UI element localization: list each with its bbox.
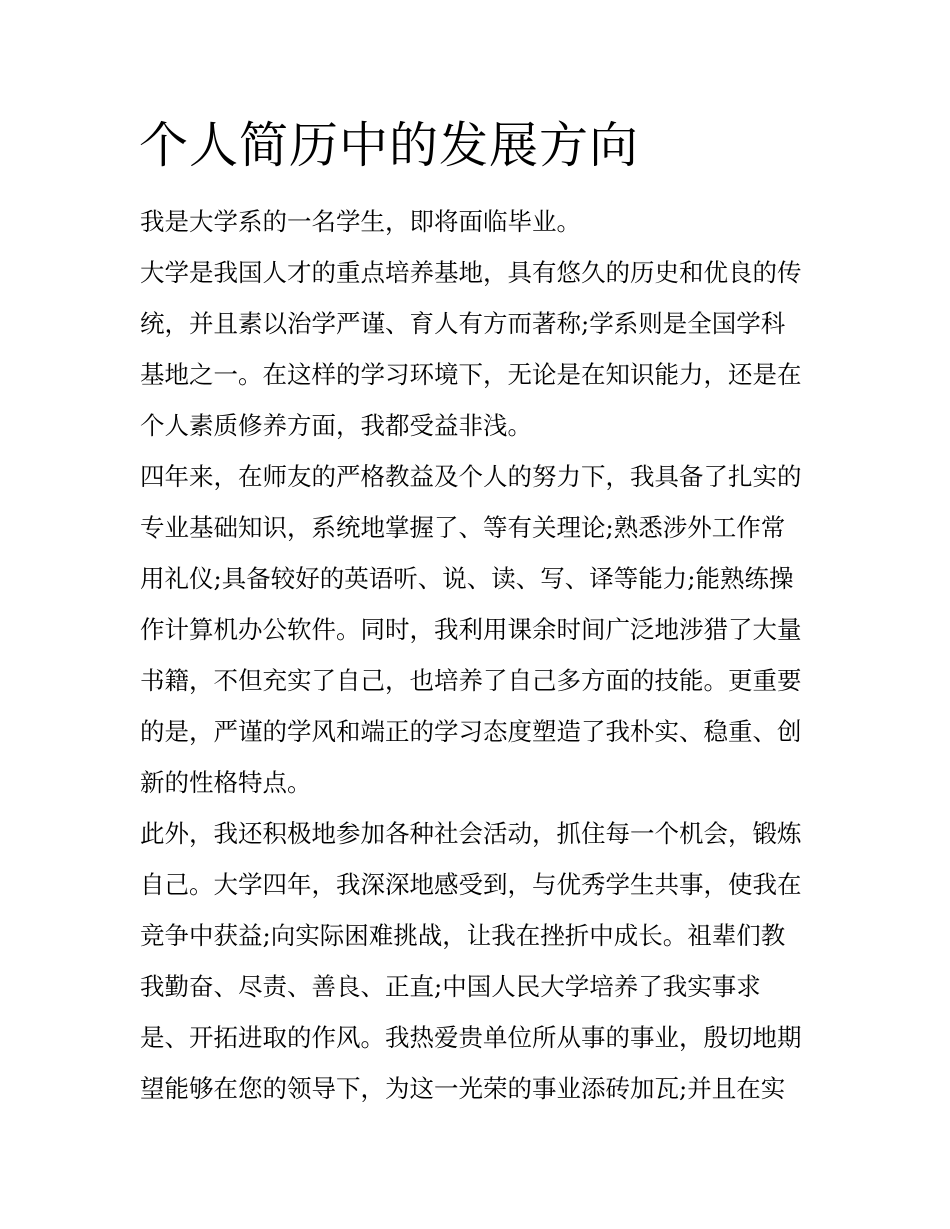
body-line: 专业基础知识，系统地掌握了、等有关理论;熟悉涉外工作常 xyxy=(140,513,786,542)
body-line: 是、开拓进取的作风。我热爱贵单位所从事的事业，殷切地期 xyxy=(140,1023,802,1052)
body-line: 新的性格特点。 xyxy=(140,768,312,797)
document-body xyxy=(140,196,820,1114)
body-line: 大学是我国人才的重点培养基地，具有悠久的历史和优良的传 xyxy=(140,258,802,287)
body-line: 此外，我还积极地参加各种社会活动，抓住每一个机会，锻炼 xyxy=(140,819,802,848)
body-line: 用礼仪;具备较好的英语听、说、读、写、译等能力;能熟练操 xyxy=(140,564,794,593)
body-line: 自己。大学四年，我深深地感受到，与优秀学生共事，使我在 xyxy=(140,870,802,899)
body-line: 竞争中获益;向实际困难挑战，让我在挫折中成长。祖辈们教 xyxy=(140,921,786,950)
body-line: 我是大学系的一名学生，即将面临毕业。 xyxy=(140,207,581,236)
body-line: 书籍，不但充实了自己，也培养了自己多方面的技能。更重要 xyxy=(140,666,802,695)
body-line: 我勤奋、尽责、善良、正直;中国人民大学培养了我实事求 xyxy=(140,972,761,1001)
body-line: 基地之一。在这样的学习环境下，无论是在知识能力，还是在 xyxy=(140,360,802,389)
body-line: 四年来，在师友的严格教益及个人的努力下，我具备了扎实的 xyxy=(140,462,802,491)
body-line: 的是，严谨的学风和端正的学习态度塑造了我朴实、稳重、创 xyxy=(140,717,802,746)
body-line: 作计算机办公软件。同时，我利用课余时间广泛地涉猎了大量 xyxy=(140,615,802,644)
document-title: 个人简历中的发展方向 xyxy=(139,117,640,174)
body-line: 望能够在您的领导下，为这一光荣的事业添砖加瓦;并且在实 xyxy=(140,1074,786,1103)
body-line: 统，并且素以治学严谨、育人有方而著称;学系则是全国学科 xyxy=(140,309,786,338)
body-line: 个人素质修养方面，我都受益非浅。 xyxy=(140,411,532,440)
